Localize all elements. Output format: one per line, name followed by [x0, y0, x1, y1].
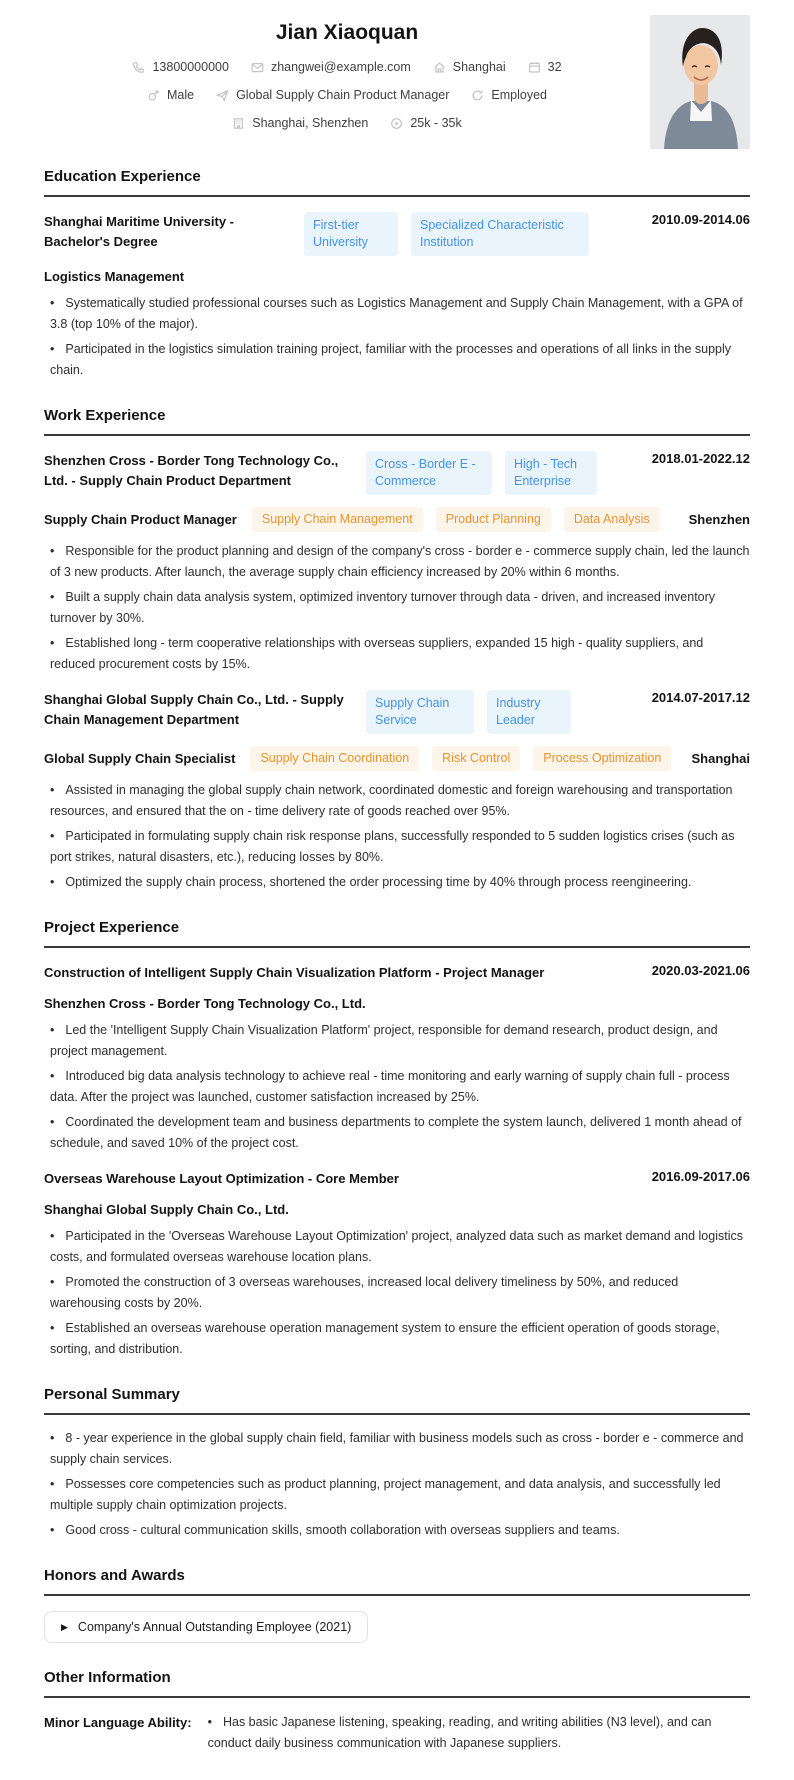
- position-value: Global Supply Chain Product Manager: [236, 88, 450, 102]
- education-date: 2010.09-2014.06: [651, 212, 750, 227]
- project-date: 2020.03-2021.06: [651, 963, 750, 978]
- bullet-item: • Built a supply chain data analysis system, optimized inventory turnover through data - driven, and increased inventory turnover by 30%.: [44, 587, 750, 629]
- school-tags: [304, 212, 589, 256]
- work-entry-head: [44, 451, 750, 495]
- bullet-item: • Participated in the logistics simulation training project, familiar with the processes and operations of all links in the supply chain.: [44, 339, 750, 381]
- work-entry: [44, 690, 750, 893]
- project-date: 2016.09-2017.06: [651, 1169, 750, 1184]
- city-value: Shanghai: [452, 60, 506, 74]
- education-title: Education Experience: [44, 167, 750, 197]
- section-other: [44, 1668, 750, 1754]
- skill-tag: Product Planning: [436, 507, 551, 532]
- header-identity: [44, 8, 650, 142]
- skill-tag: Supply Chain Management: [252, 507, 423, 532]
- section-summary: [44, 1385, 750, 1541]
- skill-tags: [250, 746, 671, 771]
- section-honors: [44, 1566, 750, 1643]
- bullet-item: • Introduced big data analysis technology to achieve real - time monitoring and early warning of supply chain full - process data. After the project was launched, customer satisfaction increased by 25%.: [44, 1066, 750, 1108]
- contact-row-1: [44, 60, 650, 74]
- phone-value: 13800000000: [152, 60, 229, 74]
- section-projects: [44, 918, 750, 1360]
- job-icon: [216, 89, 229, 102]
- project-bullets: [44, 1020, 750, 1154]
- gender-value: Male: [166, 88, 195, 102]
- salary-icon: [390, 117, 403, 130]
- bullet-item: • 8 - year experience in the global supply chain field, familiar with business models such as cross - border e - commerce and supply chain services.: [44, 1428, 750, 1470]
- city-item: [433, 60, 506, 74]
- honor-chip[interactable]: [44, 1611, 368, 1643]
- education-entry-head: [44, 212, 750, 256]
- summary-bullets: [44, 1428, 750, 1541]
- bullet-item: • Good cross - cultural communication skills, smooth collaboration with overseas suppliers and teams.: [44, 1520, 750, 1541]
- school-tag: Specialized Characteristic Institution: [411, 212, 589, 256]
- role-row: [44, 746, 750, 771]
- other-text: • Has basic Japanese listening, speaking, reading, and writing abilities (N3 level), and can conduct daily business communication with Japanese suppliers.: [208, 1712, 750, 1754]
- age-value: 32: [547, 60, 562, 74]
- gender-item: [147, 88, 194, 102]
- resume-header: [44, 0, 750, 142]
- phone-icon: [132, 61, 145, 74]
- bullet-item: • Possesses core competencies such as product planning, project management, and data analysis, and successfully led multiple supply chain optimization projects.: [44, 1474, 750, 1516]
- education-bullets: [44, 293, 750, 381]
- project-company: Shenzhen Cross - Border Tong Technology Co., Ltd.: [44, 996, 366, 1011]
- company-tag: Cross - Border E - Commerce: [366, 451, 492, 495]
- skill-tag: Data Analysis: [564, 507, 660, 532]
- work-date: 2018.01-2022.12: [651, 451, 750, 466]
- bullet-item: • Led the 'Intelligent Supply Chain Visualization Platform' project, responsible for demand research, product design, and project management.: [44, 1020, 750, 1062]
- status-value: Employed: [491, 88, 547, 102]
- contact-row-2: [44, 88, 650, 102]
- status-item: [471, 88, 547, 102]
- school-name: Shanghai Maritime University - Bachelor's Degree: [44, 214, 234, 249]
- work-title: Work Experience: [44, 406, 750, 436]
- bullet-item: • Coordinated the development team and business departments to complete the system launch, delivered 1 month ahead of schedule, and saved 10% of the project cost.: [44, 1112, 750, 1154]
- role-row: [44, 507, 750, 532]
- role-title: Global Supply Chain Specialist: [44, 751, 236, 766]
- school-tag: First-tier University: [304, 212, 398, 256]
- work-date: 2014.07-2017.12: [651, 690, 750, 705]
- project-entry: [44, 963, 750, 1154]
- building-icon: [232, 117, 245, 130]
- profile-photo: [650, 15, 750, 149]
- bullet-item: • Assisted in managing the global supply chain network, coordinated domestic and foreign warehousing and transportation resources, and ensured that the on - time delivery rate of goods reached over 95%.: [44, 780, 750, 822]
- bullet-item: • Established an overseas warehouse operation management system to ensure the efficient operation of goods storage, sorting, and distribution.: [44, 1318, 750, 1360]
- status-icon: [471, 89, 484, 102]
- role-title: Supply Chain Product Manager: [44, 512, 237, 527]
- bullet-item: • Systematically studied professional courses such as Logistics Management and Supply Chain Management, with a GPA of 3.8 (top 10% of the major).: [44, 293, 750, 335]
- project-company: Shanghai Global Supply Chain Co., Ltd.: [44, 1202, 289, 1217]
- other-label: Minor Language Ability:: [44, 1715, 192, 1730]
- expander-triangle-icon: ▶: [61, 1621, 68, 1632]
- work-location: Shenzhen: [688, 512, 750, 527]
- honor-label: Company's Annual Outstanding Employee (2021): [77, 1620, 352, 1634]
- project-name: Overseas Warehouse Layout Optimization - Core Member: [44, 1171, 399, 1186]
- company-tag: Supply Chain Service: [366, 690, 474, 734]
- salary-value: 25k - 35k: [410, 116, 462, 130]
- home-icon: [433, 61, 446, 74]
- company-tag: Industry Leader: [487, 690, 571, 734]
- bullet-item: • Responsible for the product planning and design of the company's cross - border e - commerce supply chain, led the launch of 3 new products. After launch, the average supply chain efficiency increased by 20% within 6 months.: [44, 541, 750, 583]
- bullet-item: • Established long - term cooperative relationships with overseas suppliers, expanded 15 high - quality suppliers, and reduced procurement costs by 15%.: [44, 633, 750, 675]
- email-item: [251, 60, 411, 74]
- salary-item: [390, 116, 461, 130]
- bullet-item: • Optimized the supply chain process, shortened the order processing time by 40% through process reengineering.: [44, 872, 750, 893]
- education-entry: [44, 212, 750, 381]
- other-row: [44, 1712, 750, 1754]
- section-work: [44, 406, 750, 893]
- work-entry: [44, 451, 750, 675]
- skill-tag: Supply Chain Coordination: [250, 746, 419, 771]
- project-entry: [44, 1169, 750, 1360]
- project-head: [44, 1169, 750, 1189]
- intended-cities-item: [232, 116, 368, 130]
- section-education: [44, 167, 750, 381]
- skill-tags: [252, 507, 660, 532]
- skill-tag: Process Optimization: [533, 746, 671, 771]
- projects-title: Project Experience: [44, 918, 750, 948]
- position-item: [216, 88, 449, 102]
- company-name: Shenzhen Cross - Border Tong Technology Co., Ltd. - Supply Chain Product Department: [44, 453, 339, 488]
- gender-icon: [147, 89, 160, 102]
- candidate-name: Jian Xiaoquan: [275, 21, 419, 44]
- company-name: Shanghai Global Supply Chain Co., Ltd. - Supply Chain Management Department: [44, 692, 344, 727]
- age-item: [528, 60, 562, 74]
- project-name: Construction of Intelligent Supply Chain Visualization Platform - Project Manager: [44, 965, 545, 980]
- skill-tag: Risk Control: [432, 746, 520, 771]
- work-entry-head: [44, 690, 750, 734]
- phone-item: [132, 60, 228, 74]
- major: Logistics Management: [44, 269, 185, 284]
- project-bullets: [44, 1226, 750, 1360]
- bullet-item: • Participated in formulating supply chain risk response plans, successfully responded to 5 sudden logistics crises (such as port strikes, natural disasters, etc.), reducing losses by 80%.: [44, 826, 750, 868]
- honors-title: Honors and Awards: [44, 1566, 750, 1596]
- age-icon: [528, 61, 541, 74]
- company-tags: [366, 451, 597, 495]
- mail-icon: [251, 61, 264, 74]
- bullet-item: • Promoted the construction of 3 overseas warehouses, increased local delivery timeliness by 50%, and reduced warehousing costs by 20%.: [44, 1272, 750, 1314]
- company-tag: High - Tech Enterprise: [505, 451, 597, 495]
- project-head: [44, 963, 750, 983]
- work-bullets: [44, 541, 750, 675]
- summary-title: Personal Summary: [44, 1385, 750, 1415]
- other-title: Other Information: [44, 1668, 750, 1698]
- work-location: Shanghai: [691, 751, 750, 766]
- intended-cities-value: Shanghai, Shenzhen: [252, 116, 369, 130]
- email-value: zhangwei@example.com: [270, 60, 411, 74]
- work-bullets: [44, 780, 750, 893]
- company-tags: [366, 690, 571, 734]
- bullet-item: • Participated in the 'Overseas Warehouse Layout Optimization' project, analyzed data such as market demand and logistics costs, and formulated overseas warehouse location plans.: [44, 1226, 750, 1268]
- contact-row-3: [44, 116, 650, 130]
